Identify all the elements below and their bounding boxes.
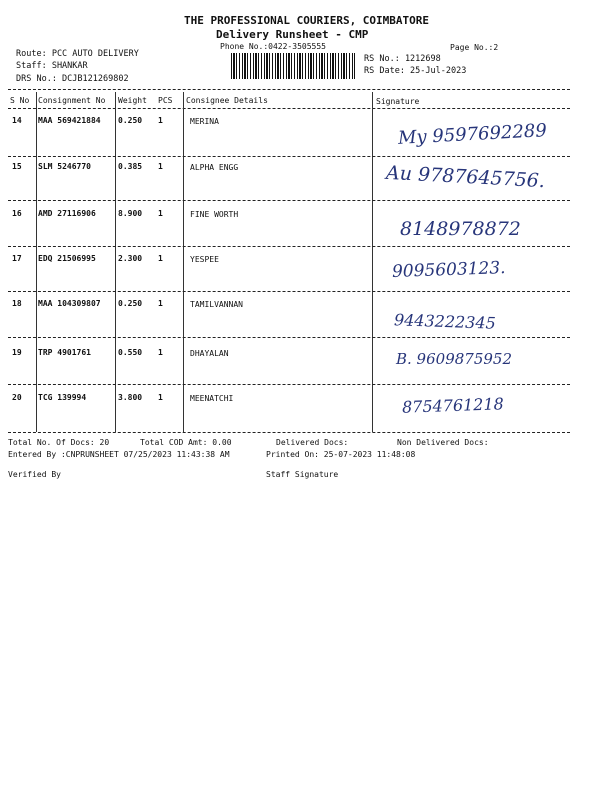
- footer-rule: [8, 432, 570, 433]
- drs-number: DRS No.: DCJB121269802: [16, 74, 129, 84]
- delivered-docs: Delivered Docs:: [276, 438, 349, 447]
- row-consignee: MEENATCHI: [190, 394, 234, 403]
- row-consignment: MAA 569421884: [38, 116, 101, 125]
- row-separator: [8, 156, 570, 157]
- col-consignment: Consignment No: [38, 96, 106, 105]
- row-pcs: 1: [158, 299, 163, 308]
- row-weight: 0.385: [118, 162, 143, 171]
- header-rule-top: [8, 89, 570, 90]
- row-consignee: ALPHA ENGG: [190, 163, 239, 172]
- entered-by: Entered By :CNPRUNSHEET 07/25/2023 11:43:38 AM: [8, 450, 230, 459]
- row-consignee: FINE WORTH: [190, 210, 239, 219]
- row-pcs: 1: [158, 116, 163, 125]
- row-pcs: 1: [158, 348, 163, 357]
- row-weight: 0.550: [118, 348, 143, 357]
- col-pcs: PCS: [158, 96, 173, 105]
- row-pcs: 1: [158, 254, 163, 263]
- row-separator: [8, 291, 570, 292]
- row-sno: 14: [12, 116, 22, 125]
- col-divider: [115, 92, 116, 432]
- col-divider: [36, 92, 37, 432]
- total-cod: Total COD Amt: 0.00: [140, 438, 232, 447]
- row-weight: 8.900: [118, 209, 143, 218]
- header-rule-bottom: [8, 108, 570, 109]
- row-signature: Au 9787645756.: [385, 161, 546, 193]
- row-signature: B. 9609875952: [396, 350, 512, 368]
- row-consignment: TCG 139994: [38, 393, 87, 402]
- verified-by: Verified By: [8, 470, 61, 479]
- row-sno: 15: [12, 162, 22, 171]
- row-pcs: 1: [158, 209, 163, 218]
- row-signature: My 9597692289: [397, 120, 548, 149]
- row-signature: 9443222345: [393, 310, 497, 333]
- row-signature: 8148978872: [400, 218, 521, 240]
- row-separator: [8, 337, 570, 338]
- row-consignment: AMD 27116906: [38, 209, 96, 218]
- col-sno: S No: [10, 96, 30, 105]
- row-consignee: DHAYALAN: [190, 349, 229, 358]
- row-sno: 17: [12, 254, 22, 263]
- col-divider: [183, 92, 184, 432]
- row-weight: 0.250: [118, 116, 143, 125]
- row-consignee: MERINA: [190, 117, 219, 126]
- rs-number: RS No.: 1212698: [364, 54, 441, 64]
- row-pcs: 1: [158, 162, 163, 171]
- total-docs: Total No. Of Docs: 20: [8, 438, 110, 447]
- row-signature: 9095603123.: [391, 258, 506, 282]
- row-signature: 8754761218: [401, 394, 505, 417]
- non-delivered-docs: Non Delivered Docs:: [397, 438, 489, 447]
- barcode: [231, 53, 355, 79]
- staff-label: Staff: SHANKAR: [16, 61, 88, 71]
- row-consignment: EDQ 21506995: [38, 254, 96, 263]
- col-consignee: Consignee Details: [186, 96, 268, 105]
- row-consignment: TRP 4901761: [38, 348, 91, 357]
- row-separator: [8, 200, 570, 201]
- row-sno: 18: [12, 299, 22, 308]
- col-weight: Weight: [118, 96, 147, 105]
- row-weight: 2.300: [118, 254, 143, 263]
- staff-signature-label: Staff Signature: [266, 470, 339, 479]
- printed-on: Printed On: 25-07-2023 11:48:08: [266, 450, 416, 459]
- route-label: Route: PCC AUTO DELIVERY: [16, 49, 139, 59]
- row-weight: 3.800: [118, 393, 143, 402]
- row-sno: 16: [12, 209, 22, 218]
- row-sno: 20: [12, 393, 22, 402]
- phone-number: Phone No.:0422-3505555: [220, 42, 326, 51]
- row-weight: 0.250: [118, 299, 143, 308]
- row-consignee: TAMILVANNAN: [190, 300, 243, 309]
- row-consignee: YESPEE: [190, 255, 219, 264]
- runsheet-title: Delivery Runsheet - CMP: [216, 28, 369, 41]
- page-number: Page No.:2: [450, 43, 499, 52]
- row-sno: 19: [12, 348, 22, 357]
- row-consignment: MAA 104309807: [38, 299, 101, 308]
- row-separator: [8, 246, 570, 247]
- row-separator: [8, 384, 570, 385]
- row-consignment: SLM 5246770: [38, 162, 91, 171]
- rs-date: RS Date: 25-Jul-2023: [364, 66, 467, 76]
- col-signature: Signature: [376, 97, 420, 106]
- row-pcs: 1: [158, 393, 163, 402]
- col-divider: [372, 92, 373, 432]
- company-name: THE PROFESSIONAL COURIERS, COIMBATORE: [184, 14, 430, 27]
